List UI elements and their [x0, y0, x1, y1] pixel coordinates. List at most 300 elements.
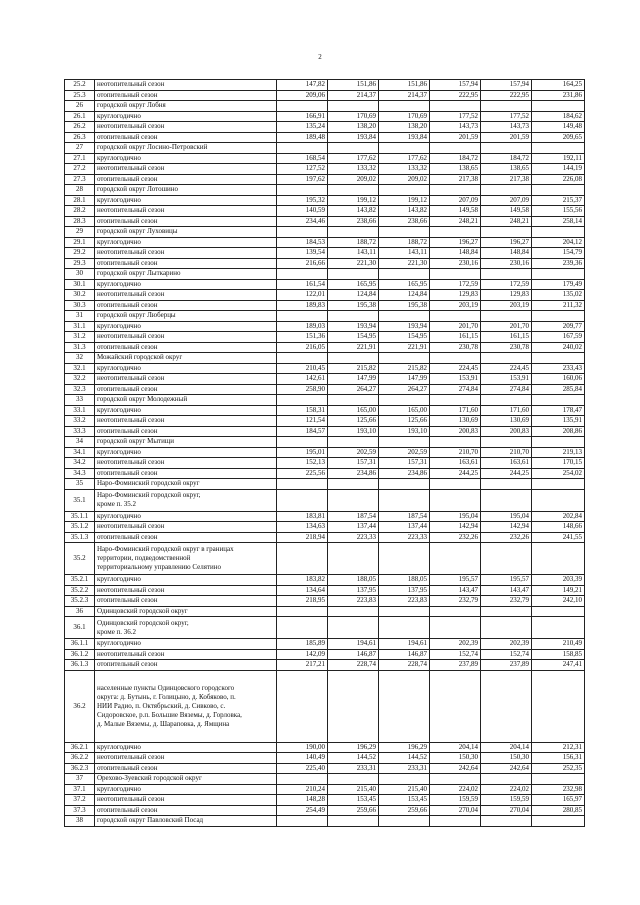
- value-cell-2: [328, 101, 379, 112]
- value-cell-5: [481, 437, 532, 448]
- value-cell-4: 142,94: [430, 522, 481, 533]
- value-cell-1: 210,45: [277, 363, 328, 374]
- row-name-cell: отопительный сезон: [95, 216, 277, 227]
- value-cell-3: [379, 395, 430, 406]
- row-number-cell: 26.1: [65, 111, 95, 122]
- value-cell-6: [532, 395, 585, 406]
- table-row: [65, 585, 585, 596]
- value-cell-4: [430, 143, 481, 154]
- row-name-cell: круглогодично: [95, 447, 277, 458]
- row-number-cell: 30.2: [65, 290, 95, 301]
- row-name-cell: Наро-Фоминский городской округ, кроме п. 35.2: [95, 489, 277, 511]
- tariff-table-body: [65, 80, 585, 827]
- value-cell-6: 154,79: [532, 248, 585, 259]
- value-cell-3: [379, 101, 430, 112]
- value-cell-4: [430, 479, 481, 490]
- value-cell-4: [430, 606, 481, 617]
- value-cell-6: [532, 437, 585, 448]
- value-cell-5: [481, 395, 532, 406]
- row-number-cell: 33.1: [65, 405, 95, 416]
- table-section-row: [65, 143, 585, 154]
- row-name-cell: отопительный сезон: [95, 342, 277, 353]
- row-name-cell: Наро-Фоминский городской округ в границах территории, подведомственной территориальному управлению Селятино: [95, 543, 277, 575]
- value-cell-4: [430, 311, 481, 322]
- value-cell-1: [277, 606, 328, 617]
- value-cell-3: 147,99: [379, 374, 430, 385]
- value-cell-3: 143,11: [379, 248, 430, 259]
- value-cell-4: 230,78: [430, 342, 481, 353]
- value-cell-3: 228,74: [379, 660, 430, 671]
- value-cell-6: 204,12: [532, 237, 585, 248]
- value-cell-6: 212,31: [532, 742, 585, 753]
- value-cell-2: 234,86: [328, 468, 379, 479]
- tariff-table: [64, 79, 585, 827]
- value-cell-4: 177,52: [430, 111, 481, 122]
- value-cell-2: 137,44: [328, 522, 379, 533]
- value-cell-6: 209,65: [532, 132, 585, 143]
- row-name-cell: Можайский городской округ: [95, 353, 277, 364]
- table-row: [65, 753, 585, 764]
- row-number-cell: 32: [65, 353, 95, 364]
- row-name-cell: отопительный сезон: [95, 426, 277, 437]
- row-name-cell: отопительный сезон: [95, 805, 277, 816]
- row-name-cell: городской округ Лобня: [95, 101, 277, 112]
- value-cell-5: 242,64: [481, 763, 532, 774]
- table-section-row: [65, 617, 585, 639]
- row-name-cell: городской округ Лосино-Петровский: [95, 143, 277, 154]
- value-cell-6: 232,98: [532, 784, 585, 795]
- row-number-cell: 34: [65, 437, 95, 448]
- row-name-cell: неотопительный сезон: [95, 80, 277, 91]
- value-cell-5: 230,16: [481, 258, 532, 269]
- row-name-cell: отопительный сезон: [95, 384, 277, 395]
- table-row: [65, 384, 585, 395]
- value-cell-1: 183,82: [277, 575, 328, 586]
- value-cell-6: 210,49: [532, 639, 585, 650]
- value-cell-6: 242,10: [532, 596, 585, 607]
- row-name-cell: круглогодично: [95, 742, 277, 753]
- value-cell-6: [532, 479, 585, 490]
- value-cell-4: [430, 437, 481, 448]
- value-cell-3: [379, 143, 430, 154]
- row-name-cell: круглогодично: [95, 111, 277, 122]
- value-cell-5: 270,04: [481, 805, 532, 816]
- row-name-cell: Одинцовский городской округ, кроме п. 36.2: [95, 617, 277, 639]
- row-number-cell: 29.1: [65, 237, 95, 248]
- value-cell-3: 125,66: [379, 416, 430, 427]
- table-row: [65, 532, 585, 543]
- value-cell-1: [277, 816, 328, 827]
- value-cell-4: 138,65: [430, 164, 481, 175]
- row-name-cell: Орехово-Зуевский городской округ: [95, 774, 277, 785]
- value-cell-3: 188,72: [379, 237, 430, 248]
- table-row: [65, 795, 585, 806]
- value-cell-5: 143,47: [481, 585, 532, 596]
- value-cell-3: [379, 353, 430, 364]
- value-cell-1: 216,66: [277, 258, 328, 269]
- value-cell-5: 237,89: [481, 660, 532, 671]
- table-row: [65, 174, 585, 185]
- value-cell-6: 280,85: [532, 805, 585, 816]
- value-cell-1: [277, 437, 328, 448]
- value-cell-6: 285,84: [532, 384, 585, 395]
- value-cell-6: 219,13: [532, 447, 585, 458]
- table-row: [65, 805, 585, 816]
- value-cell-3: 259,66: [379, 805, 430, 816]
- value-cell-1: 209,06: [277, 90, 328, 101]
- value-cell-4: [430, 816, 481, 827]
- value-cell-4: 143,73: [430, 122, 481, 133]
- value-cell-5: 163,61: [481, 458, 532, 469]
- value-cell-2: 194,61: [328, 639, 379, 650]
- value-cell-5: 232,79: [481, 596, 532, 607]
- table-section-row: [65, 816, 585, 827]
- value-cell-4: [430, 774, 481, 785]
- value-cell-6: [532, 311, 585, 322]
- row-number-cell: 31: [65, 311, 95, 322]
- table-row: [65, 90, 585, 101]
- row-number-cell: 37.3: [65, 805, 95, 816]
- table-row: [65, 374, 585, 385]
- row-number-cell: 35.1.2: [65, 522, 95, 533]
- value-cell-5: 200,83: [481, 426, 532, 437]
- value-cell-5: 143,73: [481, 122, 532, 133]
- value-cell-4: 196,27: [430, 237, 481, 248]
- table-section-row: [65, 353, 585, 364]
- value-cell-1: [277, 395, 328, 406]
- value-cell-1: [277, 617, 328, 639]
- value-cell-2: 228,74: [328, 660, 379, 671]
- row-name-cell: городской округ Молодежный: [95, 395, 277, 406]
- value-cell-3: 146,87: [379, 649, 430, 660]
- table-row: [65, 784, 585, 795]
- value-cell-6: [532, 543, 585, 575]
- value-cell-1: 151,36: [277, 332, 328, 343]
- value-cell-3: [379, 437, 430, 448]
- row-number-cell: 36.1.3: [65, 660, 95, 671]
- table-row: [65, 258, 585, 269]
- value-cell-5: 138,65: [481, 164, 532, 175]
- table-section-row: [65, 227, 585, 238]
- value-cell-5: 201,59: [481, 132, 532, 143]
- value-cell-5: 184,72: [481, 153, 532, 164]
- value-cell-2: 165,00: [328, 405, 379, 416]
- value-cell-4: 274,84: [430, 384, 481, 395]
- value-cell-1: [277, 774, 328, 785]
- value-cell-1: [277, 269, 328, 280]
- row-number-cell: 36.1.1: [65, 639, 95, 650]
- value-cell-5: [481, 670, 532, 742]
- row-number-cell: 34.2: [65, 458, 95, 469]
- value-cell-1: 254,49: [277, 805, 328, 816]
- value-cell-3: 223,83: [379, 596, 430, 607]
- value-cell-2: 223,83: [328, 596, 379, 607]
- row-number-cell: 38: [65, 816, 95, 827]
- value-cell-6: 148,66: [532, 522, 585, 533]
- value-cell-4: 204,14: [430, 742, 481, 753]
- value-cell-1: [277, 185, 328, 196]
- row-name-cell: отопительный сезон: [95, 532, 277, 543]
- table-row: [65, 206, 585, 217]
- value-cell-3: 153,45: [379, 795, 430, 806]
- value-cell-5: 161,15: [481, 332, 532, 343]
- table-row: [65, 468, 585, 479]
- row-number-cell: 34.1: [65, 447, 95, 458]
- value-cell-4: 217,38: [430, 174, 481, 185]
- value-cell-5: 248,21: [481, 216, 532, 227]
- value-cell-2: [328, 543, 379, 575]
- table-row: [65, 426, 585, 437]
- row-number-cell: 35.1.3: [65, 532, 95, 543]
- value-cell-3: 138,20: [379, 122, 430, 133]
- table-row: [65, 405, 585, 416]
- table-section-row: [65, 101, 585, 112]
- row-number-cell: 36.2: [65, 670, 95, 742]
- value-cell-4: 157,94: [430, 80, 481, 91]
- table-section-row: [65, 774, 585, 785]
- row-number-cell: 28.1: [65, 195, 95, 206]
- value-cell-6: 233,43: [532, 363, 585, 374]
- value-cell-1: 161,54: [277, 279, 328, 290]
- row-name-cell: отопительный сезон: [95, 596, 277, 607]
- value-cell-2: [328, 185, 379, 196]
- table-row: [65, 649, 585, 660]
- value-cell-3: [379, 489, 430, 511]
- table-row: [65, 342, 585, 353]
- value-cell-6: 252,35: [532, 763, 585, 774]
- value-cell-5: 148,84: [481, 248, 532, 259]
- value-cell-6: 165,97: [532, 795, 585, 806]
- value-cell-2: 259,66: [328, 805, 379, 816]
- value-cell-2: 215,82: [328, 363, 379, 374]
- value-cell-3: 193,94: [379, 321, 430, 332]
- value-cell-6: 170,15: [532, 458, 585, 469]
- value-cell-4: 201,70: [430, 321, 481, 332]
- value-cell-3: 196,29: [379, 742, 430, 753]
- table-row: [65, 596, 585, 607]
- value-cell-2: 221,91: [328, 342, 379, 353]
- value-cell-1: 121,54: [277, 416, 328, 427]
- value-cell-4: 171,60: [430, 405, 481, 416]
- value-cell-2: 144,52: [328, 753, 379, 764]
- value-cell-1: 142,61: [277, 374, 328, 385]
- value-cell-6: 215,37: [532, 195, 585, 206]
- value-cell-5: 207,09: [481, 195, 532, 206]
- value-cell-2: 202,59: [328, 447, 379, 458]
- table-row: [65, 237, 585, 248]
- value-cell-2: 195,38: [328, 300, 379, 311]
- value-cell-4: 159,59: [430, 795, 481, 806]
- value-cell-3: 170,69: [379, 111, 430, 122]
- row-number-cell: 30: [65, 269, 95, 280]
- value-cell-2: 137,95: [328, 585, 379, 596]
- value-cell-4: 230,16: [430, 258, 481, 269]
- value-cell-5: 230,78: [481, 342, 532, 353]
- row-name-cell: населенные пункты Одинцовского городского округа: д. Бутынь, г. Голицыно, д. Кобяково, п. НИИ Радио, п. Октябрьский, д. Сивково, с. Сидоровское, р.п. Большие Вяземы, д. Горловка, д. Малые Вяземы, д. Шараповка, д. Ямщина: [95, 670, 277, 742]
- value-cell-3: 215,82: [379, 363, 430, 374]
- value-cell-3: [379, 269, 430, 280]
- value-cell-1: [277, 479, 328, 490]
- value-cell-3: 264,27: [379, 384, 430, 395]
- row-number-cell: 26.3: [65, 132, 95, 143]
- row-name-cell: городской округ Лыткарино: [95, 269, 277, 280]
- row-number-cell: 35.1.1: [65, 511, 95, 522]
- value-cell-3: 137,44: [379, 522, 430, 533]
- value-cell-2: [328, 437, 379, 448]
- value-cell-5: 232,26: [481, 532, 532, 543]
- value-cell-1: 195,01: [277, 447, 328, 458]
- table-row: [65, 416, 585, 427]
- value-cell-4: 148,84: [430, 248, 481, 259]
- value-cell-4: [430, 227, 481, 238]
- value-cell-2: 138,20: [328, 122, 379, 133]
- row-number-cell: 35.2.2: [65, 585, 95, 596]
- value-cell-1: 210,24: [277, 784, 328, 795]
- value-cell-5: 195,04: [481, 511, 532, 522]
- value-cell-6: [532, 489, 585, 511]
- value-cell-4: 200,83: [430, 426, 481, 437]
- row-number-cell: 37.1: [65, 784, 95, 795]
- value-cell-1: [277, 143, 328, 154]
- value-cell-1: 166,91: [277, 111, 328, 122]
- value-cell-6: 209,77: [532, 321, 585, 332]
- value-cell-5: [481, 479, 532, 490]
- value-cell-1: 122,01: [277, 290, 328, 301]
- value-cell-3: 238,66: [379, 216, 430, 227]
- row-name-cell: городской округ Луховицы: [95, 227, 277, 238]
- value-cell-4: 237,89: [430, 660, 481, 671]
- value-cell-6: 241,55: [532, 532, 585, 543]
- value-cell-3: [379, 185, 430, 196]
- value-cell-4: [430, 353, 481, 364]
- row-number-cell: 36.1.2: [65, 649, 95, 660]
- row-name-cell: круглогодично: [95, 784, 277, 795]
- row-name-cell: неотопительный сезон: [95, 164, 277, 175]
- row-name-cell: неотопительный сезон: [95, 522, 277, 533]
- value-cell-2: 238,66: [328, 216, 379, 227]
- table-row: [65, 742, 585, 753]
- value-cell-2: 233,31: [328, 763, 379, 774]
- table-section-row: [65, 269, 585, 280]
- row-number-cell: 37: [65, 774, 95, 785]
- value-cell-5: 171,60: [481, 405, 532, 416]
- value-cell-6: 226,08: [532, 174, 585, 185]
- value-cell-1: 184,53: [277, 237, 328, 248]
- value-cell-6: 178,47: [532, 405, 585, 416]
- value-cell-4: 210,70: [430, 447, 481, 458]
- value-cell-1: 218,94: [277, 532, 328, 543]
- row-name-cell: неотопительный сезон: [95, 374, 277, 385]
- value-cell-1: 158,31: [277, 405, 328, 416]
- value-cell-2: 153,45: [328, 795, 379, 806]
- row-number-cell: 27.2: [65, 164, 95, 175]
- value-cell-5: 152,74: [481, 649, 532, 660]
- value-cell-4: 222,95: [430, 90, 481, 101]
- value-cell-3: [379, 543, 430, 575]
- value-cell-2: 170,69: [328, 111, 379, 122]
- value-cell-1: 258,90: [277, 384, 328, 395]
- value-cell-4: 232,26: [430, 532, 481, 543]
- row-number-cell: 36: [65, 606, 95, 617]
- row-number-cell: 35.2.1: [65, 575, 95, 586]
- table-row: [65, 290, 585, 301]
- value-cell-2: [328, 816, 379, 827]
- value-cell-6: 156,31: [532, 753, 585, 764]
- value-cell-3: 194,61: [379, 639, 430, 650]
- value-cell-4: 207,09: [430, 195, 481, 206]
- value-cell-2: 147,99: [328, 374, 379, 385]
- value-cell-1: 218,95: [277, 596, 328, 607]
- value-cell-2: [328, 311, 379, 322]
- value-cell-4: 161,15: [430, 332, 481, 343]
- value-cell-4: 143,47: [430, 585, 481, 596]
- value-cell-3: [379, 617, 430, 639]
- row-number-cell: 28: [65, 185, 95, 196]
- value-cell-6: 202,84: [532, 511, 585, 522]
- value-cell-2: [328, 227, 379, 238]
- value-cell-4: [430, 489, 481, 511]
- row-number-cell: 31.2: [65, 332, 95, 343]
- value-cell-5: 177,52: [481, 111, 532, 122]
- value-cell-5: 222,95: [481, 90, 532, 101]
- value-cell-5: 157,94: [481, 80, 532, 91]
- row-name-cell: неотопительный сезон: [95, 795, 277, 806]
- value-cell-6: 208,86: [532, 426, 585, 437]
- value-cell-5: [481, 816, 532, 827]
- row-number-cell: 36.2.1: [65, 742, 95, 753]
- value-cell-6: 239,36: [532, 258, 585, 269]
- value-cell-3: 188,05: [379, 575, 430, 586]
- value-cell-6: [532, 353, 585, 364]
- value-cell-6: 247,41: [532, 660, 585, 671]
- value-cell-2: [328, 395, 379, 406]
- value-cell-6: 254,02: [532, 468, 585, 479]
- table-row: [65, 153, 585, 164]
- row-number-cell: 35.1: [65, 489, 95, 511]
- value-cell-2: 177,62: [328, 153, 379, 164]
- value-cell-4: 242,64: [430, 763, 481, 774]
- value-cell-5: [481, 227, 532, 238]
- table-row: [65, 332, 585, 343]
- table-row: [65, 122, 585, 133]
- value-cell-5: 129,83: [481, 290, 532, 301]
- table-row: [65, 216, 585, 227]
- row-name-cell: городской округ Мытищи: [95, 437, 277, 448]
- value-cell-1: 139,54: [277, 248, 328, 259]
- value-cell-1: [277, 227, 328, 238]
- row-number-cell: 34.3: [65, 468, 95, 479]
- row-number-cell: 30.1: [65, 279, 95, 290]
- value-cell-4: [430, 670, 481, 742]
- value-cell-4: 203,19: [430, 300, 481, 311]
- row-number-cell: 25.2: [65, 80, 95, 91]
- value-cell-6: [532, 227, 585, 238]
- row-name-cell: городской округ Лотошино: [95, 185, 277, 196]
- table-row: [65, 300, 585, 311]
- value-cell-3: [379, 479, 430, 490]
- row-name-cell: неотопительный сезон: [95, 458, 277, 469]
- row-number-cell: 35: [65, 479, 95, 490]
- value-cell-3: 209,02: [379, 174, 430, 185]
- value-cell-3: 137,95: [379, 585, 430, 596]
- value-cell-2: 199,12: [328, 195, 379, 206]
- value-cell-5: 201,70: [481, 321, 532, 332]
- row-name-cell: круглогодично: [95, 639, 277, 650]
- row-name-cell: городской округ Павловский Посад: [95, 816, 277, 827]
- value-cell-3: 165,00: [379, 405, 430, 416]
- row-name-cell: отопительный сезон: [95, 258, 277, 269]
- value-cell-2: 187,54: [328, 511, 379, 522]
